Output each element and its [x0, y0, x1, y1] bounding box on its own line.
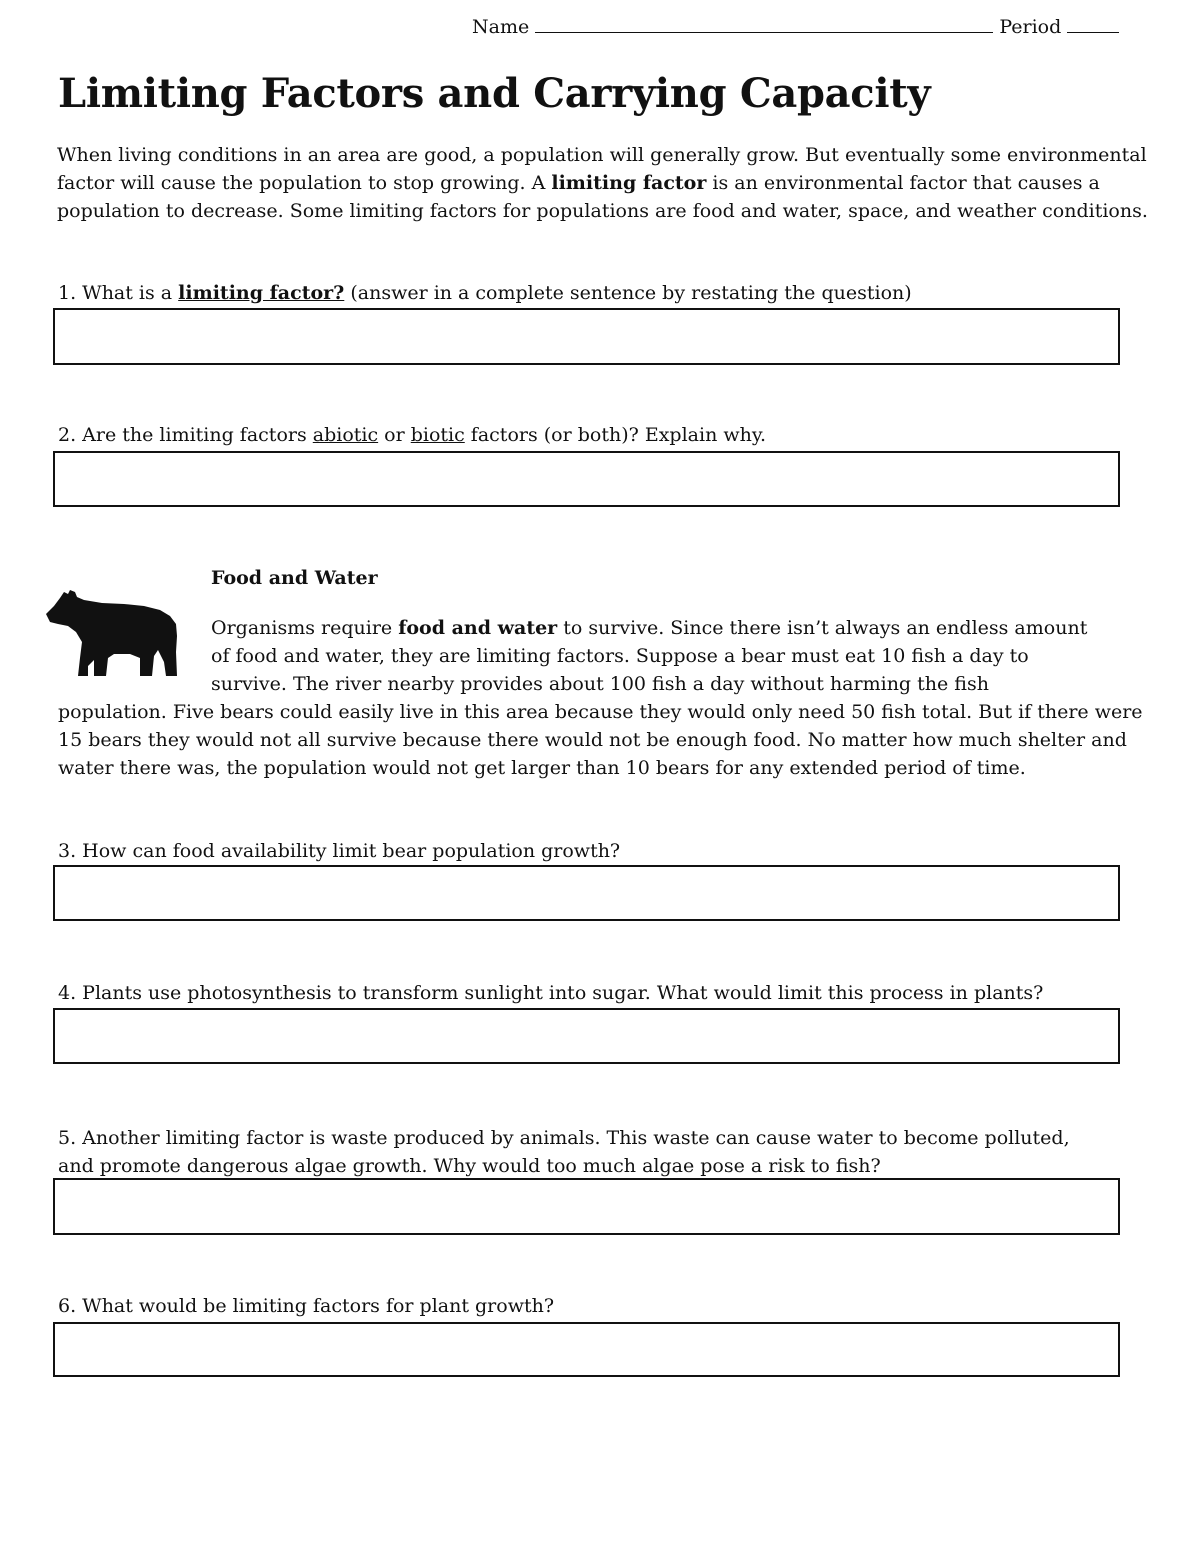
question-2-label	[58, 424, 766, 446]
intro-bold-term: limiting factor	[551, 172, 707, 194]
food-water-heading: Food and Water	[211, 567, 378, 589]
q2-mid: or	[378, 424, 411, 446]
page-title: Limiting Factors and Carrying Capacity	[58, 70, 931, 117]
intro-text-1: When living conditions in an area are good, a population will generally grow. But eventually some environmental factor will cause the population to stop growing. A	[57, 144, 1147, 194]
q1-prefix: 1. What is a	[58, 282, 179, 304]
food-line-3: survive. The river nearby provides about 100 fish a day without harming the fish	[211, 673, 989, 695]
question-6-label: 6. What would be limiting factors for plant growth?	[58, 1295, 555, 1317]
q5-line-1: 5. Another limiting factor is waste produced by animals. This waste can cause water to become polluted,	[58, 1127, 1070, 1149]
answer-box-1[interactable]	[53, 308, 1120, 365]
period-label: Period	[999, 16, 1062, 38]
q1-term: limiting factor?	[178, 282, 345, 304]
answer-box-6[interactable]	[53, 1322, 1120, 1377]
name-label: Name	[472, 16, 530, 38]
period-blank[interactable]	[1067, 18, 1119, 33]
q2-term-biotic: biotic	[410, 424, 465, 446]
question-4-label: 4. Plants use photosynthesis to transform sunlight into sugar. What would limit this process in plants?	[58, 982, 1044, 1004]
q2-prefix: 2. Are the limiting factors	[58, 424, 313, 446]
answer-box-5[interactable]	[53, 1178, 1120, 1235]
name-blank[interactable]	[535, 18, 993, 33]
food-line-2: of food and water, they are limiting factors. Suppose a bear must eat 10 fish a day to	[211, 645, 1029, 667]
answer-box-4[interactable]	[53, 1008, 1120, 1064]
question-1-label	[58, 282, 912, 304]
q2-term-abiotic: abiotic	[312, 424, 379, 446]
q5-line-2: and promote dangerous algae growth. Why would too much algae pose a risk to fish?	[58, 1155, 881, 1177]
food-line-1	[58, 614, 1153, 642]
food-line-1-bold: food and water	[398, 617, 558, 639]
answer-box-2[interactable]	[53, 451, 1120, 507]
food-line-1b: to survive. Since there isn’t always an endless amount	[557, 617, 1088, 639]
q1-suffix: (answer in a complete sentence by restating the question)	[344, 282, 912, 304]
answer-box-3[interactable]	[53, 865, 1120, 921]
q2-suffix: factors (or both)? Explain why.	[464, 424, 767, 446]
name-period-header	[472, 16, 1119, 38]
intro-text-2: is an environmental factor that causes a population to decrease. Some limiting factors for populations are food and water, space, and weather conditions.	[57, 172, 1148, 222]
food-water-paragraph	[58, 614, 1153, 782]
question-3-label: 3. How can food availability limit bear population growth?	[58, 840, 621, 862]
question-5-label	[58, 1124, 1070, 1180]
intro-paragraph	[57, 141, 1157, 225]
food-rest: population. Five bears could easily live in this area because they would only need 50 fish total. But if there were 15 bears they would not all survive because there would not be enough food. No matter how much shelter and water there was, the population would not get larger than 10 bears for any extended period of time.	[58, 701, 1143, 779]
food-line-1a: Organisms require	[211, 617, 399, 639]
